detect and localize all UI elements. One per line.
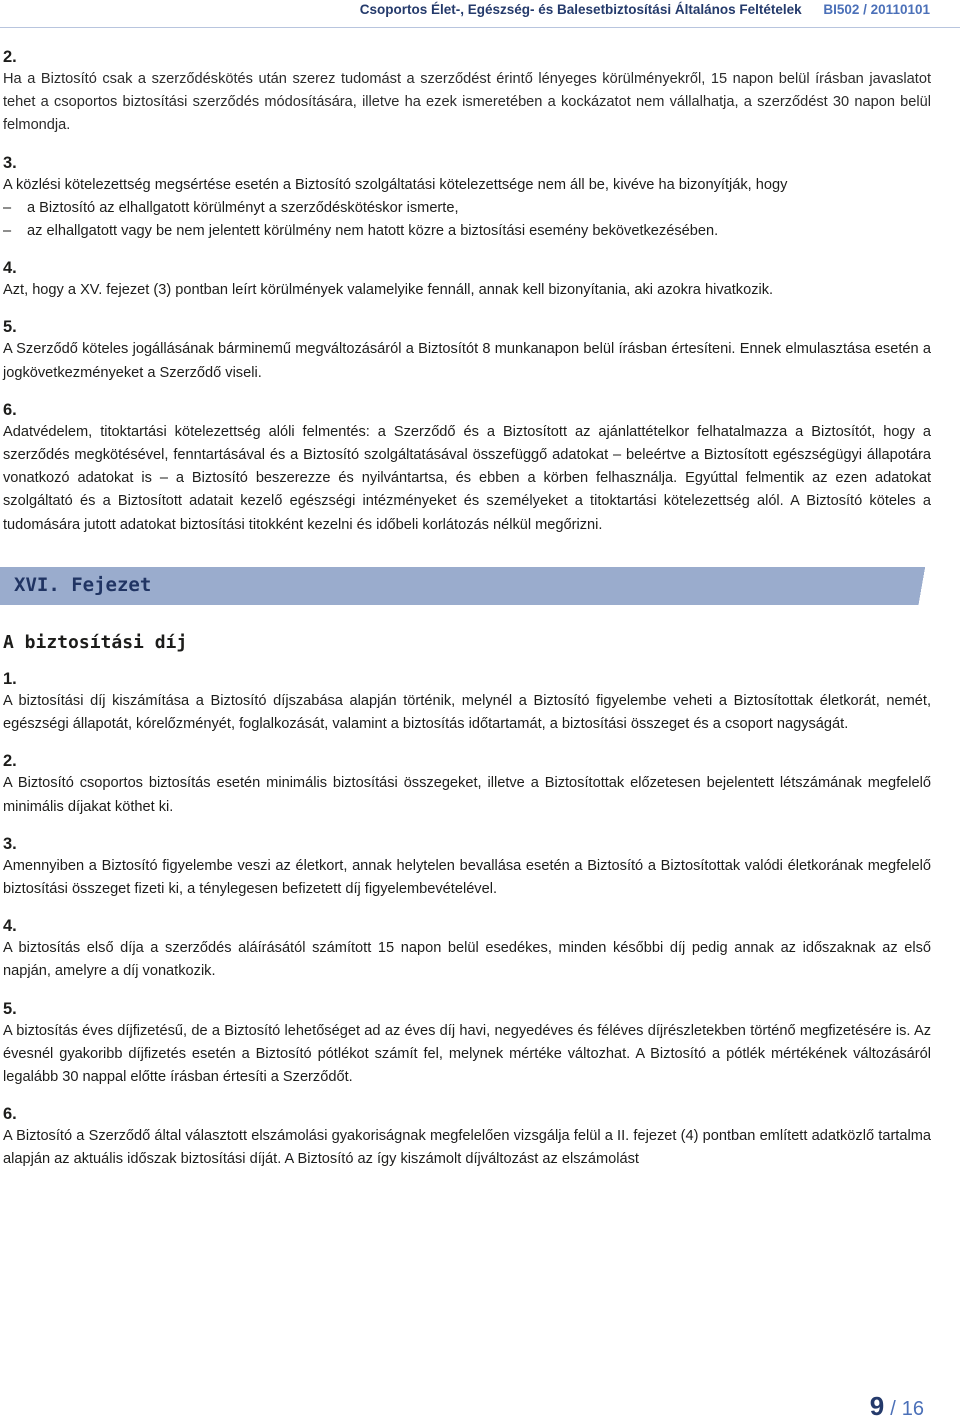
section-text: Ha a Biztosító csak a szerződéskötés után szerez tudomást a szerződést érintő lényeges körülményekről, 15 napon belül írásban javaslatot tehet a csoportos biztosítási szerződés módosítására, illetve ha ezek ismeretében a kockázatot nem vállalhatja, a szerződést 30 napon belül felmondja. (3, 71, 931, 134)
section-number: 4. (3, 917, 17, 936)
section-top-2 (3, 152, 931, 244)
section-bottom-5 (3, 998, 931, 1090)
section-number: 2. (3, 48, 17, 66)
section-bottom-4 (3, 915, 931, 983)
page-content (3, 46, 931, 1172)
page-separator: / (890, 1398, 896, 1420)
dash-bullet: – (3, 199, 12, 216)
total-pages: 16 (901, 1398, 924, 1420)
document-title: Csoportos Élet-, Egészség- és Balesetbiztosítási Általános Feltételek (359, 2, 802, 17)
section-number: 5. (3, 318, 17, 337)
section-bottom-3 (3, 833, 931, 901)
list-item-text: az elhallgatott vagy be nem jelentett körülmény nem hatott közre a biztosítási esemény bekövetkezésében. (27, 223, 719, 240)
section-text: Adatvédelem, titoktartási kötelezettség alóli felmentés: a Szerződő és a Biztosított az ajánlattételkor felhatalmazza a Biztosítót, hogy a szerződés megkötésével, fenntartásával és a Biztosító szolgáltatásával összefüggő adatokat – beleértve a Biztosított egészségügyi állapotára vonatkozó adatokat is – a Biztosító beszerezze és nyilvántartsa, és ebben a körben felhasználja. Egyúttal felmentik az ezen adatokat szolgáltató és a Biztosított adatait kezelő egészségi intézményeket és személyeket a titoktartási kötelezettség alól. A Biztosító köteles a tudomására jutott adatokat biztosítási titokként kezelni és időbeli korlátozás nélkül megőrizni. (3, 423, 931, 533)
section-text: A közlési kötelezettség megsértése esetén a Biztosító szolgáltatási kötelezettsége nem áll be, kivéve ha bizonyítják, hogy (3, 176, 788, 193)
dash-bullet: – (3, 223, 12, 240)
list-item (3, 220, 931, 243)
current-page: 9 (869, 1391, 885, 1421)
section-bottom-2 (3, 750, 931, 818)
section-number: 6. (3, 1105, 17, 1124)
section-number: 1. (3, 670, 17, 689)
section-number: 3. (3, 834, 17, 853)
section-top-1 (3, 46, 931, 138)
chapter-banner (0, 567, 957, 605)
section-number: 6. (3, 400, 17, 419)
section-number: 4. (3, 259, 17, 278)
section-top-3 (3, 257, 931, 302)
section-top-5 (3, 399, 931, 537)
section-number: 5. (3, 999, 17, 1018)
list-item-text: a Biztosító az elhallgatott körülményt a szerződéskötéskor ismerte, (27, 199, 459, 216)
section-number: 2. (3, 752, 17, 771)
section-bottom-6 (3, 1103, 931, 1171)
chapter-label: XVI. Fejezet (14, 573, 152, 596)
section-text: A Szerződő köteles jogállásának bárminemű megváltozásáról a Biztosítót 8 munkanapon belül írásban értesíteni. Ennek elmulasztása esetén a jogkövetkezményeket a Szerződő viseli. (3, 341, 931, 381)
section-number: 3. (3, 153, 17, 172)
section-heading: A biztosítási díj (3, 631, 188, 653)
header-divider (0, 27, 960, 28)
section-text: A biztosítás első díja a szerződés aláírásától számított 15 napon belül esedékes, minden későbbi díj pedig annak az időszaknak az első napján, amelyre a díj vonatkozik. (3, 940, 931, 980)
section-text: Azt, hogy a XV. fejezet (3) pontban leírt körülmények valamelyike fennáll, annak kell bizonyítania, aki azokra hivatkozik. (3, 282, 774, 299)
section-text: A biztosítás éves díjfizetésű, de a Biztosító lehetőséget ad az éves díj havi, negyedéves és féléves díjrészletekben történő megfizetésére is. Az évesnél gyakoribb díjfizetés esetén a Biztosító pótlékot számít fel, melynek mértéke változhat. A Biztosító a pótlék mértékének változásáról legalább 30 nappal előtte írásban értesíti a Szerződőt. (3, 1022, 931, 1086)
page-header (0, 0, 960, 26)
section-top-4 (3, 316, 931, 384)
document-code: BI502 / 20110101 (823, 2, 930, 17)
section-text: A Biztosító a Szerződő által választott elszámolási gyakoriságnak megfelelően vizsgálja felül a II. fejezet (4) pontban említett adatközlő tartalma alapján az aktuális időszak biztosítási díját. A Biztosító az így kiszámolt díjváltozást az elszámolást (3, 1128, 931, 1168)
section-bottom-1 (3, 668, 931, 736)
page-number (870, 1391, 924, 1422)
section-text: A biztosítási díj kiszámítása a Biztosító díjszabása alapján történik, melynél a Biztosító figyelembe veheti a Biztosítottak életkorát, nemét, egészségi állapotát, kórelőzményét, foglalkozását, valamint a biztosítás időtartamát, a biztosítási összeget és a csoport nagyságát. (3, 693, 931, 733)
list-item (3, 197, 931, 220)
section-text: A Biztosító csoportos biztosítás esetén minimális biztosítási összegeket, illetve a Biztosítottak előzetesen bejelentett létszámának megfelelő minimális díjakat köthet ki. (3, 775, 931, 815)
section-text: Amennyiben a Biztosító figyelembe veszi az életkort, annak helytelen bevallása esetén a Biztosító a Biztosítottak valódi életkorának megfelelő biztosítási összeget fizeti ki, a ténylegesen befizetett díj figyelembevételével. (3, 857, 931, 898)
